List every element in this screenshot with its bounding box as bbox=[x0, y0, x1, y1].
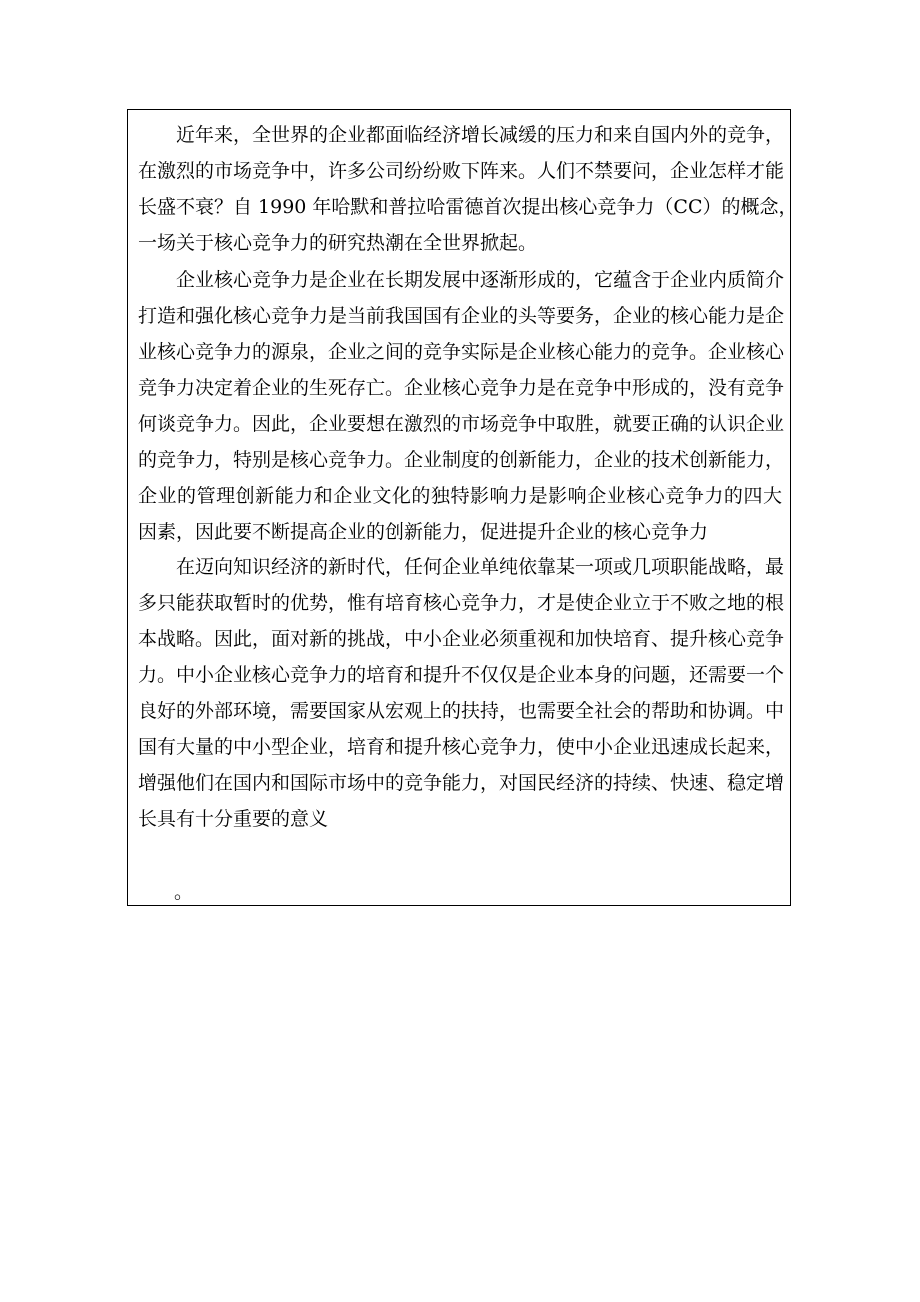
paragraph-2-line-6: 的竞争力，特别是核心竞争力。企业制度的创新能力，企业的技术创新能力， bbox=[138, 449, 785, 471]
paragraph-1-line-1: 近年来，全世界的企业都面临经济增长减缓的压力和来自国内外的竞争， bbox=[176, 124, 785, 146]
paragraph-2-line-3: 业核心竞争力的源泉，企业之间的竞争实际是企业核心能力的竞争。企业核心 bbox=[138, 341, 785, 363]
paragraph-3-line-3: 本战略。因此，面对新的挑战，中小企业必须重视和加快培育、提升核心竞争 bbox=[138, 628, 785, 650]
paragraph-2-line-5: 何谈竞争力。因此，企业要想在激烈的市场竞争中取胜，就要正确的认识企业 bbox=[138, 413, 785, 435]
paragraph-3-line-1: 在迈向知识经济的新时代，任何企业单纯依靠某一项或几项职能战略，最 bbox=[176, 556, 785, 578]
paragraph-3-line-6: 国有大量的中小型企业，培育和提升核心竞争力，使中小企业迅速成长起来， bbox=[138, 736, 785, 758]
paragraph-1-line-3: 长盛不衰？自 1990 年哈默和普拉哈雷德首次提出核心竞争力（CC）的概念， bbox=[138, 196, 798, 218]
text-frame bbox=[127, 109, 798, 906]
paragraph-3-line-8: 长具有十分重要的意义 bbox=[138, 808, 329, 830]
paragraph-3-line-7: 增强他们在国内和国际市场中的竞争能力，对国民经济的持续、快速、稳定增 bbox=[138, 772, 785, 794]
paragraph-2-line-4: 竞争力决定着企业的生死存亡。企业核心竞争力是在竞争中形成的，没有竞争 bbox=[138, 377, 785, 399]
paragraph-2-line-8: 因素，因此要不断提高企业的创新能力，促进提升企业的核心竞争力 bbox=[138, 521, 709, 543]
trailing-period: 。 bbox=[174, 881, 194, 903]
paragraph-2-line-7: 企业的管理创新能力和企业文化的独特影响力是影响企业核心竞争力的四大 bbox=[138, 485, 782, 507]
paragraph-3-line-5: 良好的外部环境，需要国家从宏观上的扶持，也需要全社会的帮助和协调。中 bbox=[138, 700, 785, 722]
paragraph-2-line-2: 打造和强化核心竞争力是当前我国国有企业的头等要务，企业的核心能力是企 bbox=[138, 305, 785, 327]
paragraph-3-line-2: 多只能获取暂时的优势，惟有培育核心竞争力，才是使企业立于不败之地的根 bbox=[138, 592, 785, 614]
paragraph-3-line-4: 力。中小企业核心竞争力的培育和提升不仅仅是企业本身的问题，还需要一个 bbox=[138, 664, 785, 686]
paragraph-1-line-2: 在激烈的市场竞争中，许多公司纷纷败下阵来。人们不禁要问，企业怎样才能 bbox=[138, 160, 785, 182]
paragraph-2-line-1: 企业核心竞争力是企业在长期发展中逐渐形成的，它蕴含于企业内质简介 bbox=[176, 269, 785, 291]
paragraph-1-line-4: 一场关于核心竞争力的研究热潮在全世界掀起。 bbox=[138, 232, 538, 254]
